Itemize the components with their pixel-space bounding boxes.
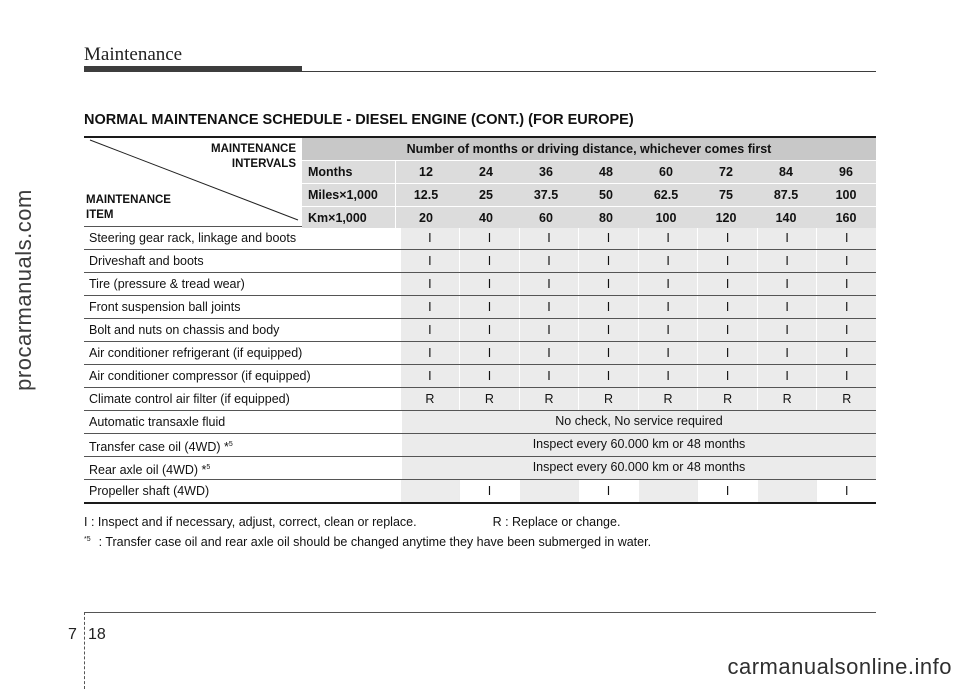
miles-value: 25 — [479, 188, 493, 202]
table-row — [84, 410, 876, 433]
schedule-cell: I — [519, 342, 579, 364]
corner-cell — [84, 138, 302, 226]
months-value: 48 — [599, 165, 613, 179]
months-value: 96 — [839, 165, 853, 179]
corner-intervals-line2: INTERVALS — [231, 158, 296, 170]
km-label: Km×1,000 — [302, 207, 396, 228]
schedule-cell: I — [459, 319, 519, 341]
schedule-cell — [400, 480, 460, 502]
footnote-ref: 5 — [206, 464, 211, 471]
months-label: Months — [302, 161, 396, 183]
footnote-ref: 5 — [228, 441, 233, 448]
footer-divider — [84, 612, 86, 689]
months-row — [302, 161, 876, 184]
schedule-cell — [519, 480, 579, 502]
footer-rule — [84, 612, 876, 613]
schedule-cell: I — [757, 273, 817, 295]
schedule-cell: I — [697, 250, 757, 272]
schedule-title: NORMAL MAINTENANCE SCHEDULE - DIESEL ENGINE (CONT.) (FOR EUROPE) — [84, 112, 634, 128]
schedule-cell: I — [578, 227, 638, 249]
km-value: 20 — [419, 211, 433, 225]
km-value: 160 — [835, 211, 857, 225]
row-item-text: Tire (pressure & tread wear) — [89, 277, 245, 291]
schedule-cell: I — [400, 342, 460, 364]
schedule-cell: I — [816, 319, 876, 341]
schedule-cell: I — [459, 342, 519, 364]
schedule-cell: R — [519, 388, 579, 410]
schedule-cell: I — [638, 296, 698, 318]
schedule-cell: I — [816, 227, 876, 249]
km-value: 140 — [775, 211, 797, 225]
schedule-cell: I — [459, 227, 519, 249]
schedule-cell: R — [638, 388, 698, 410]
legend-replace: R : Replace or change. — [492, 515, 621, 529]
span-note: No check, No service required — [402, 411, 876, 433]
row-item-text: Automatic transaxle fluid — [89, 415, 226, 429]
schedule-cell: I — [459, 480, 519, 502]
table-row — [84, 226, 876, 249]
schedule-cell: I — [816, 342, 876, 364]
schedule-cell: I — [400, 365, 460, 387]
footnote-line — [84, 535, 651, 549]
span-note: Inspect every 60.000 km or 48 months — [402, 457, 876, 479]
row-item-label — [84, 273, 400, 295]
schedule-cell: I — [638, 250, 698, 272]
corner-item-label — [86, 193, 171, 223]
table-row — [84, 295, 876, 318]
row-item-text: Climate control air filter (if equipped) — [89, 392, 290, 406]
row-item-label — [84, 250, 400, 272]
schedule-cell: I — [519, 365, 579, 387]
schedule-cell: I — [638, 365, 698, 387]
schedule-cell: I — [638, 273, 698, 295]
row-item-text: Propeller shaft (4WD) — [89, 484, 210, 498]
miles-label: Miles×1,000 — [302, 184, 396, 206]
legend-notes — [84, 515, 651, 549]
schedule-cell: I — [400, 319, 460, 341]
miles-value: 87.5 — [773, 188, 799, 202]
schedule-cell: I — [638, 227, 698, 249]
schedule-cell: I — [578, 296, 638, 318]
row-item-text: Air conditioner refrigerant (if equipped) — [89, 346, 303, 360]
schedule-cell: R — [400, 388, 460, 410]
span-note: Inspect every 60.000 km or 48 months — [402, 434, 876, 456]
schedule-cell: I — [400, 250, 460, 272]
schedule-cell: I — [459, 273, 519, 295]
corner-intervals-line1: MAINTENANCE — [211, 143, 296, 155]
schedule-cell: I — [697, 273, 757, 295]
schedule-cell: R — [697, 388, 757, 410]
months-value: 36 — [539, 165, 553, 179]
row-item-text: Rear axle oil (4WD) * — [89, 463, 207, 478]
legend-inspect: I : Inspect and if necessary, adjust, correct, clean or replace. — [84, 515, 417, 529]
schedule-cell: I — [519, 319, 579, 341]
table-row — [84, 479, 876, 502]
schedule-cell: I — [697, 296, 757, 318]
row-item-text: Steering gear rack, linkage and boots — [89, 231, 297, 245]
schedule-cell: I — [578, 319, 638, 341]
schedule-cell — [638, 480, 698, 502]
km-value: 120 — [715, 211, 737, 225]
schedule-cell: I — [400, 273, 460, 295]
row-item-text: Air conditioner compressor (if equipped) — [89, 369, 311, 383]
schedule-cell: I — [757, 227, 817, 249]
footnote-text: : Transfer case oil and rear axle oil should be changed anytime they have been submerged in water. — [98, 535, 652, 549]
schedule-cell: I — [459, 296, 519, 318]
schedule-cell: I — [459, 250, 519, 272]
schedule-cell: I — [697, 365, 757, 387]
header-rule — [302, 71, 876, 72]
row-item-label — [84, 457, 402, 479]
miles-value: 75 — [719, 188, 733, 202]
km-value: 60 — [539, 211, 553, 225]
schedule-cell: I — [578, 273, 638, 295]
watermark-left — [8, 100, 40, 480]
table-row — [84, 341, 876, 364]
schedule-cell: I — [757, 342, 817, 364]
km-value: 80 — [599, 211, 613, 225]
km-row — [302, 207, 876, 228]
schedule-cell: I — [578, 250, 638, 272]
schedule-cell: I — [816, 273, 876, 295]
row-item-text: Driveshaft and boots — [89, 254, 204, 268]
legend-line — [84, 515, 651, 529]
interval-banner: Number of months or driving distance, whichever comes first — [302, 138, 876, 161]
table-row — [84, 456, 876, 479]
table-row — [84, 364, 876, 387]
schedule-cell: I — [519, 227, 579, 249]
row-item-text: Bolt and nuts on chassis and body — [89, 323, 280, 337]
schedule-cell: I — [578, 342, 638, 364]
schedule-cell: I — [816, 480, 876, 502]
row-item-label — [84, 411, 402, 433]
schedule-cell: I — [757, 296, 817, 318]
schedule-cell: I — [519, 250, 579, 272]
schedule-cell: I — [697, 480, 757, 502]
table-row — [84, 249, 876, 272]
miles-value: 50 — [599, 188, 613, 202]
page-number-value: 18 — [88, 626, 106, 643]
km-value: 100 — [655, 211, 677, 225]
chapter-number: 7 — [68, 626, 77, 643]
schedule-cell: I — [578, 480, 638, 502]
schedule-cell: I — [638, 319, 698, 341]
schedule-cell: I — [816, 365, 876, 387]
months-value: 24 — [479, 165, 493, 179]
months-value: 60 — [659, 165, 673, 179]
km-value: 40 — [479, 211, 493, 225]
row-item-text: Transfer case oil (4WD) * — [89, 440, 229, 455]
table-row — [84, 387, 876, 410]
watermark-bottom: carmanualsonline.info — [727, 654, 952, 679]
row-item-label — [84, 434, 402, 456]
table-row — [84, 318, 876, 341]
schedule-cell: I — [697, 342, 757, 364]
schedule-cell: I — [757, 250, 817, 272]
miles-value: 12.5 — [413, 188, 439, 202]
schedule-cell — [757, 480, 817, 502]
miles-value: 100 — [835, 188, 857, 202]
corner-item-line2: ITEM — [86, 209, 114, 221]
corner-intervals-label — [211, 142, 296, 172]
schedule-cell: I — [519, 273, 579, 295]
table-body — [84, 226, 876, 502]
footnote-mark: *5 — [84, 535, 91, 543]
months-value: 12 — [419, 165, 433, 179]
months-value: 72 — [719, 165, 733, 179]
row-item-label — [84, 319, 400, 341]
months-value: 84 — [779, 165, 793, 179]
schedule-cell: I — [519, 296, 579, 318]
schedule-cell: I — [400, 227, 460, 249]
row-item-text: Front suspension ball joints — [89, 300, 241, 314]
schedule-cell: I — [400, 296, 460, 318]
schedule-cell: R — [578, 388, 638, 410]
maintenance-schedule-table — [84, 136, 876, 504]
corner-item-line1: MAINTENANCE — [86, 194, 171, 206]
schedule-cell: I — [816, 296, 876, 318]
row-item-label — [84, 342, 400, 364]
table-row — [84, 272, 876, 295]
miles-value: 62.5 — [653, 188, 679, 202]
schedule-cell: I — [459, 365, 519, 387]
schedule-cell: R — [816, 388, 876, 410]
row-item-label — [84, 388, 400, 410]
section-title: Maintenance — [84, 44, 183, 65]
schedule-cell: R — [757, 388, 817, 410]
schedule-cell: I — [757, 319, 817, 341]
miles-row — [302, 184, 876, 207]
miles-value: 37.5 — [533, 188, 559, 202]
schedule-cell: I — [697, 227, 757, 249]
schedule-cell: I — [638, 342, 698, 364]
schedule-cell: I — [578, 365, 638, 387]
table-row — [84, 433, 876, 456]
schedule-cell: I — [757, 365, 817, 387]
header-bar — [84, 66, 302, 72]
schedule-cell: I — [816, 250, 876, 272]
row-item-label — [84, 227, 400, 249]
row-item-label — [84, 365, 400, 387]
table-header — [84, 138, 876, 226]
schedule-cell: R — [459, 388, 519, 410]
schedule-cell: I — [697, 319, 757, 341]
watermark-left-text: procarmanuals.com — [11, 189, 36, 391]
row-item-label — [84, 296, 400, 318]
interval-header — [302, 138, 876, 226]
row-item-label — [84, 480, 400, 502]
